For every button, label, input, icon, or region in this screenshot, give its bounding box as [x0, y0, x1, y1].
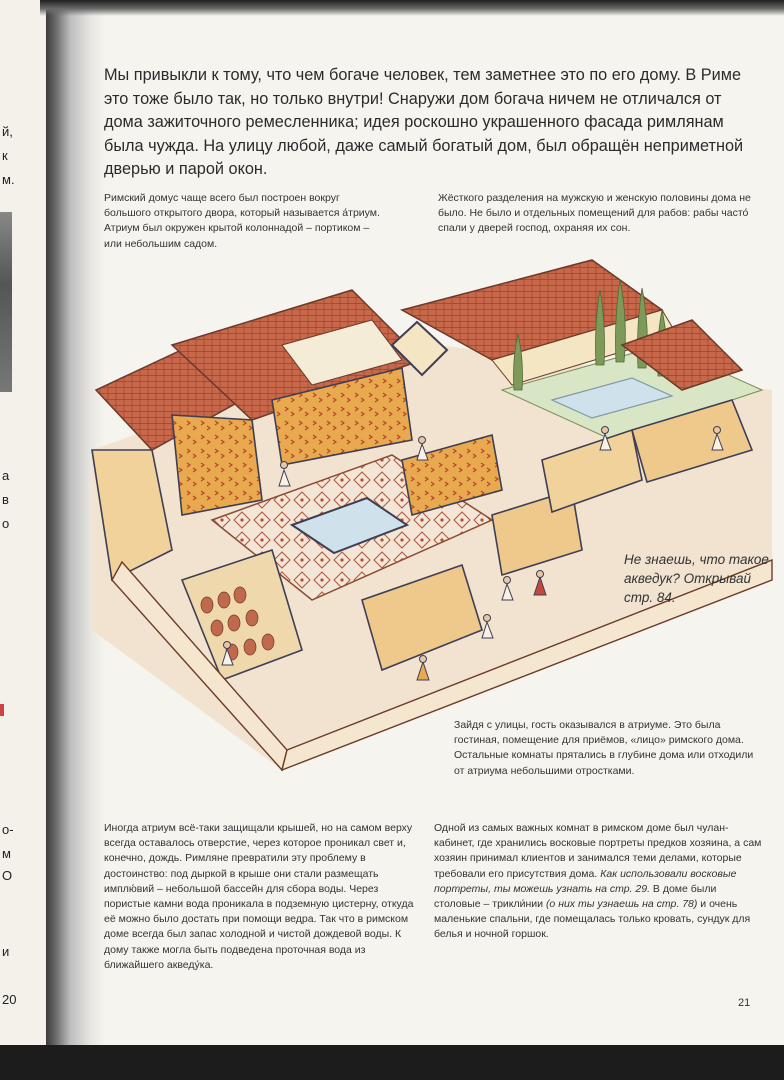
body-right-italic2: (о них ты узнаешь на стр. 78) — [545, 898, 698, 911]
painted-wall — [172, 415, 262, 515]
left-page-red-mark — [0, 704, 4, 716]
left-page-fragment: о- — [2, 822, 14, 837]
caption-guest: Зайдя с улицы, гость оказывался в атриуме. Это была гостиная, помещение для приёмов, «лицо» римского дома. Остальные комнаты прятались в глубине дома или отходили от атриума небольшими отростками. — [454, 719, 754, 777]
left-page-fragment: 20 — [2, 992, 17, 1007]
left-page-fragment: к — [2, 148, 8, 163]
scan-top-shadow — [40, 0, 784, 16]
body-text-right — [434, 821, 764, 943]
left-page-fragment: и — [2, 944, 10, 959]
body-text-left: Иногда атриум всё-таки защищали крышей, но на самом верху всегда оставалось отверстие, через которое проникал свет и, конечно, дождь. Римляне превратили эту проблему в достоинство: под дыркой в крыше они стали размещать имплю́вий – небольшой бассейн для сбора воды. Через пористые камни вода проникала в подземную цистерну, откуда её можно было достать при помощи ведра. Так что в римском доме всегда был запас холодной и чистой дождевой воды. К дому также могла быть подведена проточная вода из ближайшего акведу́ка. — [104, 822, 414, 971]
left-page-fragment: в — [2, 492, 9, 507]
left-page-fragment: м — [2, 846, 11, 861]
page-number: 21 — [738, 997, 751, 1009]
aside-aqueduct-note: Не знаешь, что такое акведук? Открывай стр. 84. — [624, 552, 769, 605]
caption-rooms: Жёсткого разделения на мужскую и женскую половины дома не было. Не было и отдельных помещений для рабов: рабы часто́ спали у дверей господ, охраняя их сон. — [438, 192, 751, 235]
left-page-fragment: а — [2, 468, 10, 483]
left-page-fragment: О — [2, 868, 13, 883]
body-right-part1: Одной из самых важных комнат в римском доме был чулан-кабинет, где хранились восковые портреты предков хозяина, а сам хозяин принимал клиентов и занимался теми делами, которые требовали его присутствия дома. — [434, 822, 762, 880]
body-right-part3: и очень маленькие спальни, где помещалась только кровать, сундук для белья и ночной горшок. — [434, 898, 751, 941]
roman-domus-illustration — [72, 250, 784, 790]
left-page-fragment: м. — [2, 172, 15, 187]
scan-bottom-edge — [0, 1045, 784, 1080]
caption-atrium: Римский домус чаще всего был построен вокруг большого открытого двора, который называется а́триум. Атриум был окружен крытой колоннадой – портиком – или небольшим садом. — [104, 192, 380, 250]
intro-paragraph: Мы привыкли к тому, что чем богаче человек, тем заметнее это по его дому. В Риме это тоже было так, но только внутри! Снаружи дом богача ничем не отличался от дома зажиточного ремесленника; идея роскошно украшенного фасада римлянам была чужда. На улицу любой, даже самый богатый дом, был обращён неприметной дверью и парой окон. — [104, 66, 744, 179]
left-page-edge — [0, 0, 52, 1045]
left-page-fragment: о — [2, 516, 10, 531]
body-right-part2: В доме были столовые – трикли́нии — [434, 882, 717, 911]
left-page-photo-edge — [0, 212, 12, 392]
left-page-fragment: й, — [2, 124, 13, 139]
body-right-italic1: Как использовали восковые портреты, ты можешь узнать на стр. 29. — [434, 867, 737, 895]
